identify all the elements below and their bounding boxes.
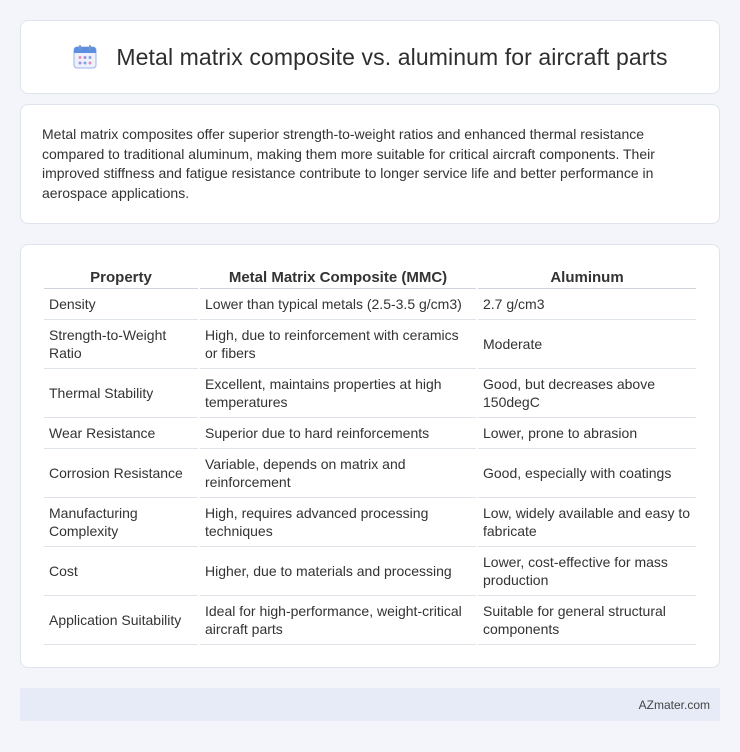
table-row xyxy=(44,498,696,547)
cell-aluminum: Good, especially with coatings xyxy=(478,449,696,498)
cell-mmc: Higher, due to materials and processing xyxy=(200,547,476,596)
cell-property: Wear Resistance xyxy=(44,418,198,449)
summary-card xyxy=(20,104,720,224)
comparison-table xyxy=(42,265,698,645)
table-row xyxy=(44,547,696,596)
footer-brand[interactable]: AZmater.com xyxy=(638,697,710,712)
cell-mmc: High, requires advanced processing techniques xyxy=(200,498,476,547)
cell-mmc: Excellent, maintains properties at high temperatures xyxy=(200,369,476,418)
title-wrap xyxy=(72,44,667,71)
cell-aluminum: 2.7 g/cm3 xyxy=(478,289,696,320)
calendar-icon xyxy=(72,44,98,70)
header-mmc: Metal Matrix Composite (MMC) xyxy=(200,265,476,289)
table-row xyxy=(44,289,696,320)
cell-aluminum: Good, but decreases above 150degC xyxy=(478,369,696,418)
cell-property: Thermal Stability xyxy=(44,369,198,418)
cell-property: Application Suitability xyxy=(44,596,198,645)
cell-property: Manufacturing Complexity xyxy=(44,498,198,547)
cell-aluminum: Lower, prone to abrasion xyxy=(478,418,696,449)
cell-aluminum: Suitable for general structural components xyxy=(478,596,696,645)
cell-aluminum: Lower, cost-effective for mass production xyxy=(478,547,696,596)
cell-property: Strength-to-Weight Ratio xyxy=(44,320,198,369)
cell-property: Density xyxy=(44,289,198,320)
cell-property: Cost xyxy=(44,547,198,596)
header-card xyxy=(20,20,720,94)
footer-bar xyxy=(20,688,720,721)
cell-mmc: Ideal for high-performance, weight-critical aircraft parts xyxy=(200,596,476,645)
cell-mmc: Superior due to hard reinforcements xyxy=(200,418,476,449)
cell-mmc: Variable, depends on matrix and reinforcement xyxy=(200,449,476,498)
table-row xyxy=(44,369,696,418)
table-row xyxy=(44,596,696,645)
header-property: Property xyxy=(44,265,198,289)
table-row xyxy=(44,449,696,498)
header-aluminum: Aluminum xyxy=(478,265,696,289)
page-title: Metal matrix composite vs. aluminum for aircraft parts xyxy=(116,43,668,70)
cell-aluminum: Low, widely available and easy to fabricate xyxy=(478,498,696,547)
table-header-row xyxy=(44,265,696,289)
summary-text: Metal matrix composites offer superior strength-to-weight ratios and enhanced thermal resistance compared to traditional aluminum, making them more suitable for critical aircraft components. Their improved stiffness and fatigue resistance contribute to longer service life and better performance in aerospace applications. xyxy=(42,126,655,201)
comparison-table-card xyxy=(20,244,720,668)
cell-property: Corrosion Resistance xyxy=(44,449,198,498)
table-row xyxy=(44,320,696,369)
cell-aluminum: Moderate xyxy=(478,320,696,369)
table-row xyxy=(44,418,696,449)
cell-mmc: High, due to reinforcement with ceramics or fibers xyxy=(200,320,476,369)
cell-mmc: Lower than typical metals (2.5-3.5 g/cm3) xyxy=(200,289,476,320)
